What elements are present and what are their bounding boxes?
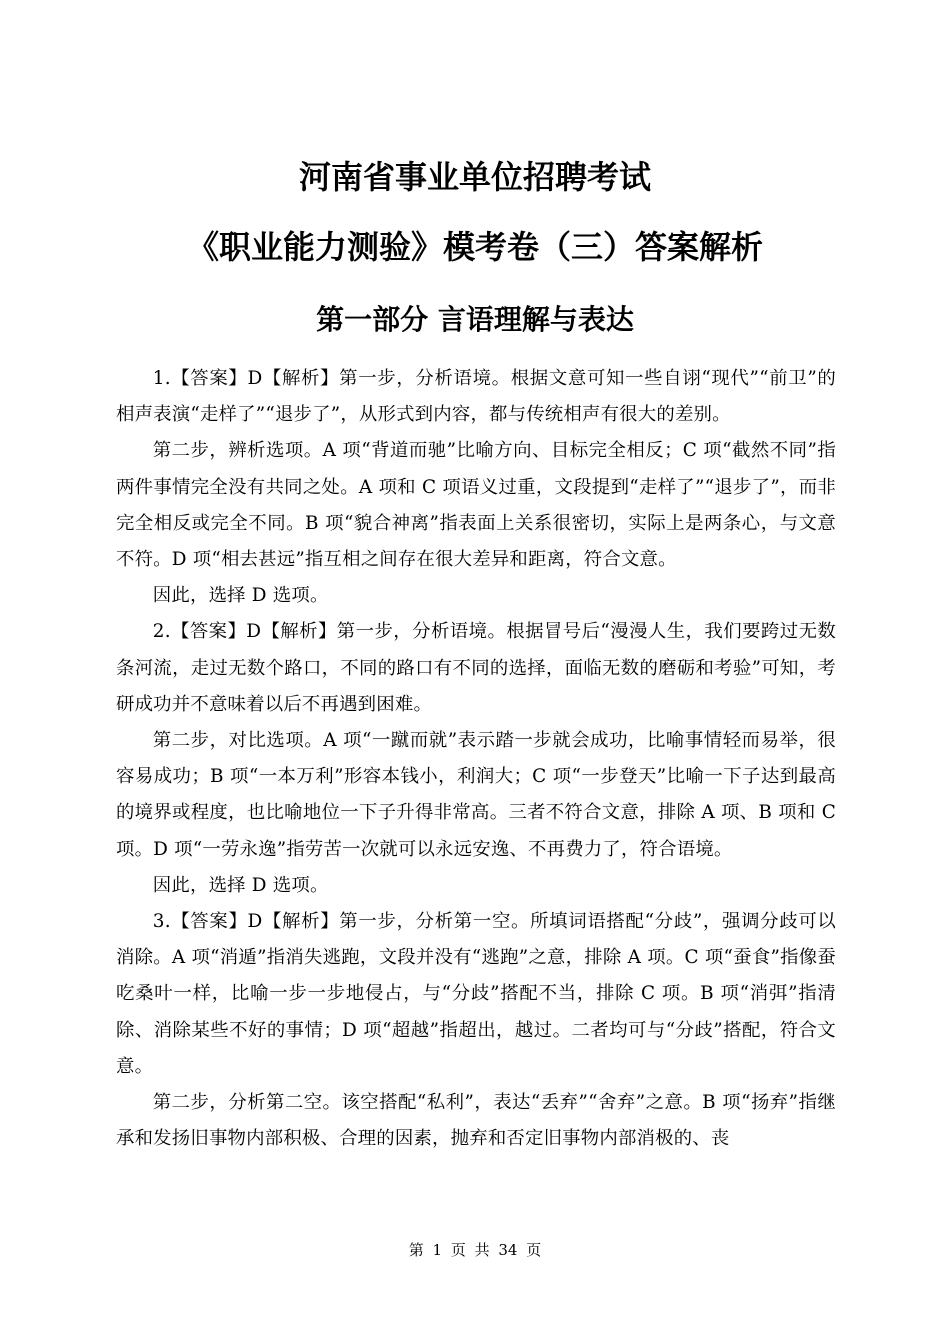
document-title: 河南省事业单位招聘考试 (298, 158, 651, 196)
question-1-conclusion: 因此，选择 D 选项。 (152, 585, 329, 607)
question-3-step-2: 第二步，分析第二空。该空搭配“私利”，表达“丢弃”“舍弃”之意。B 项“扬弃”指继承和发扬旧事物内部积极、合理的因素，抛弃和否定旧事物内部消极的、丧 (116, 1092, 836, 1150)
question-1-step-2: 第二步，辨析选项。A 项“背道而驰”比喻方向、目标完全相反；C 项“截然不同”指两件事情完全没有共同之处。A 项和 C 项语义过重，文段提到“走样了”“退步了”，而非完全相反或完全不同。B 项“貌合神离”指表面上关系很密切，实际上是两条心，与文意不符。D 项“相去甚远”指互相之间存在很大差异和距离，符合文意。 (116, 440, 836, 571)
section-title: 第一部分 言语理解与表达 (316, 303, 634, 336)
question-2-conclusion: 因此，选择 D 选项。 (152, 874, 329, 896)
question-1-answer: 1.【答案】D【解析】第一步，分析语境。根据文意可知一些自诩“现代”“前卫”的相声表演“走样了”“退步了”，从形式到内容，都与传统相声有很大的差别。 (116, 368, 836, 426)
page-number-footer: 第 1 页 共 34 页 (408, 1241, 542, 1259)
document-subtitle: 《职业能力测验》模考卷（三）答案解析 (186, 228, 763, 266)
question-2-step-2: 第二步，对比选项。A 项“一蹴而就”表示踏一步就会成功，比喻事情轻而易举，很容易成功；B 项“一本万利”形容本钱小，利润大；C 项“一步登天”比喻一下子达到最高的境界或程度，也比喻地位一下子升得非常高。三者不符合文意，排除 A 项、B 项和 C 项。D 项“一劳永逸”指劳苦一次就可以永远安逸、不再费力了，符合语境。 (116, 730, 836, 860)
question-3-answer: 3.【答案】D【解析】第一步，分析第一空。所填词语搭配“分歧”，强调分歧可以消除。A 项“消遁”指消失逃跑，文段并没有“逃跑”之意，排除 A 项。C 项“蚕食”指像蚕吃桑叶一样，比喻一步一步地侵占，与“分歧”搭配不当，排除 C 项。B 项“消弭”指清除、消除某些不好的事情；D 项“超越”指超出，越过。二者均可与“分歧”搭配，符合文意。 (116, 911, 836, 1077)
document-body (116, 361, 836, 1157)
question-2-answer: 2.【答案】D【解析】第一步，分析语境。根据冒号后“漫漫人生，我们要跨过无数条河流，走过无数个路口，不同的路口有不同的选择，面临无数的磨砺和考验”可知，考研成功并不意味着以后不再遇到困难。 (116, 621, 836, 715)
